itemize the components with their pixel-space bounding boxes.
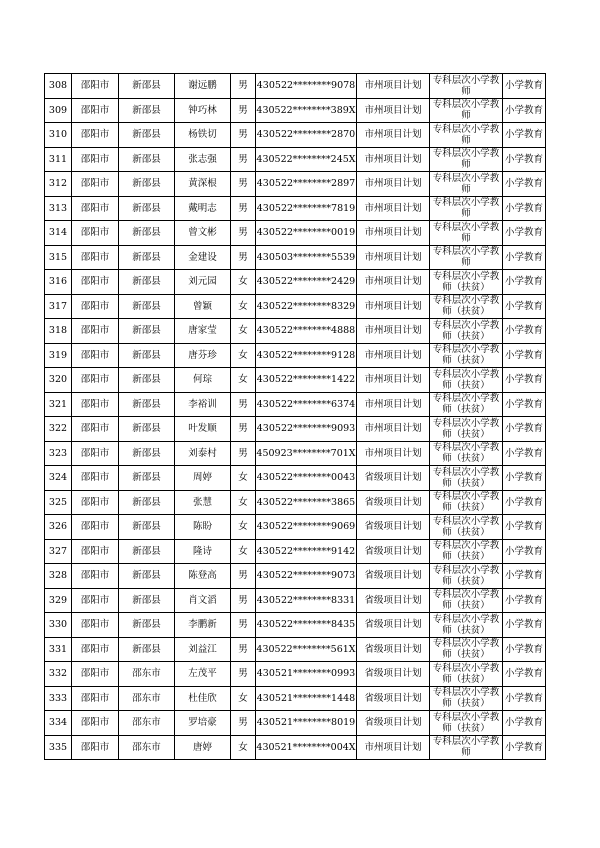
category-cell: 专科层次小学教师（扶贫）	[430, 564, 503, 589]
city-cell: 邵阳市	[72, 466, 119, 491]
name-cell: 叶发顺	[175, 417, 231, 442]
gender-cell: 男	[231, 588, 256, 613]
major-cell: 小学教育	[503, 466, 546, 491]
city-cell: 邵阳市	[72, 490, 119, 515]
gender-cell: 女	[231, 319, 256, 344]
row-number: 317	[45, 294, 72, 319]
gender-cell: 女	[231, 368, 256, 393]
plan-cell: 市州项目计划	[357, 221, 430, 246]
name-cell: 刘益江	[175, 637, 231, 662]
name-cell: 黄深根	[175, 172, 231, 197]
table-row	[45, 539, 546, 564]
name-cell: 陈盼	[175, 515, 231, 540]
row-number: 334	[45, 711, 72, 736]
major-cell: 小学教育	[503, 343, 546, 368]
city-cell: 邵阳市	[72, 417, 119, 442]
gender-cell: 男	[231, 441, 256, 466]
county-cell: 新邵县	[119, 319, 175, 344]
roster-body	[45, 74, 546, 760]
plan-cell: 省级项目计划	[357, 711, 430, 736]
id-number-cell: 430522********9093	[256, 417, 357, 442]
county-cell: 新邵县	[119, 417, 175, 442]
plan-cell: 市州项目计划	[357, 735, 430, 760]
gender-cell: 女	[231, 270, 256, 295]
gender-cell: 男	[231, 172, 256, 197]
city-cell: 邵阳市	[72, 319, 119, 344]
name-cell: 杨铁切	[175, 123, 231, 148]
category-cell: 专科层次小学教师	[430, 74, 503, 99]
table-row	[45, 711, 546, 736]
gender-cell: 男	[231, 123, 256, 148]
city-cell: 邵阳市	[72, 98, 119, 123]
category-cell: 专科层次小学教师（扶贫）	[430, 711, 503, 736]
table-row	[45, 417, 546, 442]
county-cell: 新邵县	[119, 343, 175, 368]
gender-cell: 女	[231, 294, 256, 319]
city-cell: 邵阳市	[72, 245, 119, 270]
id-number-cell: 430522********2429	[256, 270, 357, 295]
category-cell: 专科层次小学教师（扶贫）	[430, 417, 503, 442]
id-number-cell: 430522********8331	[256, 588, 357, 613]
major-cell: 小学教育	[503, 319, 546, 344]
plan-cell: 省级项目计划	[357, 539, 430, 564]
gender-cell: 女	[231, 490, 256, 515]
table-row	[45, 294, 546, 319]
gender-cell: 女	[231, 515, 256, 540]
name-cell: 唐家莹	[175, 319, 231, 344]
county-cell: 新邵县	[119, 613, 175, 638]
category-cell: 专科层次小学教师（扶贫）	[430, 490, 503, 515]
category-cell: 专科层次小学教师	[430, 196, 503, 221]
plan-cell: 市州项目计划	[357, 98, 430, 123]
table-row	[45, 74, 546, 99]
city-cell: 邵阳市	[72, 172, 119, 197]
id-number-cell: 430521********1448	[256, 686, 357, 711]
county-cell: 邵东市	[119, 686, 175, 711]
row-number: 319	[45, 343, 72, 368]
category-cell: 专科层次小学教师	[430, 245, 503, 270]
id-number-cell: 430521********0993	[256, 662, 357, 687]
county-cell: 新邵县	[119, 564, 175, 589]
plan-cell: 市州项目计划	[357, 417, 430, 442]
county-cell: 邵东市	[119, 711, 175, 736]
table-row	[45, 196, 546, 221]
plan-cell: 市州项目计划	[357, 294, 430, 319]
id-number-cell: 430522********9128	[256, 343, 357, 368]
id-number-cell: 450923********701X	[256, 441, 357, 466]
plan-cell: 省级项目计划	[357, 515, 430, 540]
id-number-cell: 430503********5539	[256, 245, 357, 270]
city-cell: 邵阳市	[72, 515, 119, 540]
county-cell: 新邵县	[119, 588, 175, 613]
gender-cell: 男	[231, 711, 256, 736]
plan-cell: 市州项目计划	[357, 196, 430, 221]
category-cell: 专科层次小学教师（扶贫）	[430, 319, 503, 344]
gender-cell: 女	[231, 466, 256, 491]
major-cell: 小学教育	[503, 417, 546, 442]
plan-cell: 市州项目计划	[357, 147, 430, 172]
county-cell: 新邵县	[119, 74, 175, 99]
city-cell: 邵阳市	[72, 221, 119, 246]
county-cell: 新邵县	[119, 490, 175, 515]
table-row	[45, 123, 546, 148]
id-number-cell: 430522********9069	[256, 515, 357, 540]
city-cell: 邵阳市	[72, 147, 119, 172]
name-cell: 陈登高	[175, 564, 231, 589]
category-cell: 专科层次小学教师	[430, 123, 503, 148]
category-cell: 专科层次小学教师（扶贫）	[430, 662, 503, 687]
table-row	[45, 637, 546, 662]
name-cell: 杜佳欣	[175, 686, 231, 711]
county-cell: 新邵县	[119, 245, 175, 270]
name-cell: 戴明志	[175, 196, 231, 221]
category-cell: 专科层次小学教师（扶贫）	[430, 466, 503, 491]
city-cell: 邵阳市	[72, 270, 119, 295]
id-number-cell: 430522********1422	[256, 368, 357, 393]
name-cell: 李鹏新	[175, 613, 231, 638]
name-cell: 曾文彬	[175, 221, 231, 246]
plan-cell: 省级项目计划	[357, 564, 430, 589]
plan-cell: 省级项目计划	[357, 466, 430, 491]
city-cell: 邵阳市	[72, 343, 119, 368]
name-cell: 周婷	[175, 466, 231, 491]
name-cell: 钟巧林	[175, 98, 231, 123]
plan-cell: 市州项目计划	[357, 319, 430, 344]
table-row	[45, 368, 546, 393]
category-cell: 专科层次小学教师（扶贫）	[430, 637, 503, 662]
gender-cell: 男	[231, 637, 256, 662]
name-cell: 金建设	[175, 245, 231, 270]
row-number: 320	[45, 368, 72, 393]
category-cell: 专科层次小学教师	[430, 735, 503, 760]
plan-cell: 省级项目计划	[357, 686, 430, 711]
gender-cell: 男	[231, 564, 256, 589]
gender-cell: 女	[231, 686, 256, 711]
plan-cell: 市州项目计划	[357, 392, 430, 417]
id-number-cell: 430522********9078	[256, 74, 357, 99]
id-number-cell: 430522********7819	[256, 196, 357, 221]
city-cell: 邵阳市	[72, 588, 119, 613]
county-cell: 新邵县	[119, 637, 175, 662]
major-cell: 小学教育	[503, 515, 546, 540]
city-cell: 邵阳市	[72, 196, 119, 221]
plan-cell: 市州项目计划	[357, 270, 430, 295]
row-number: 308	[45, 74, 72, 99]
row-number: 324	[45, 466, 72, 491]
row-number: 331	[45, 637, 72, 662]
gender-cell: 男	[231, 221, 256, 246]
table-row	[45, 98, 546, 123]
table-row	[45, 564, 546, 589]
row-number: 330	[45, 613, 72, 638]
major-cell: 小学教育	[503, 245, 546, 270]
county-cell: 新邵县	[119, 294, 175, 319]
row-number: 314	[45, 221, 72, 246]
table-row	[45, 613, 546, 638]
table-row	[45, 662, 546, 687]
row-number: 318	[45, 319, 72, 344]
row-number: 329	[45, 588, 72, 613]
name-cell: 唐芬珍	[175, 343, 231, 368]
name-cell: 曾颖	[175, 294, 231, 319]
plan-cell: 市州项目计划	[357, 441, 430, 466]
gender-cell: 女	[231, 343, 256, 368]
city-cell: 邵阳市	[72, 637, 119, 662]
city-cell: 邵阳市	[72, 564, 119, 589]
row-number: 309	[45, 98, 72, 123]
id-number-cell: 430522********9142	[256, 539, 357, 564]
category-cell: 专科层次小学教师（扶贫）	[430, 343, 503, 368]
major-cell: 小学教育	[503, 172, 546, 197]
table-row	[45, 270, 546, 295]
table-row	[45, 441, 546, 466]
table-row	[45, 686, 546, 711]
name-cell: 谢远鹏	[175, 74, 231, 99]
plan-cell: 市州项目计划	[357, 172, 430, 197]
category-cell: 专科层次小学教师（扶贫）	[430, 539, 503, 564]
id-number-cell: 430522********4888	[256, 319, 357, 344]
name-cell: 唐婷	[175, 735, 231, 760]
county-cell: 新邵县	[119, 221, 175, 246]
row-number: 323	[45, 441, 72, 466]
gender-cell: 男	[231, 74, 256, 99]
category-cell: 专科层次小学教师（扶贫）	[430, 368, 503, 393]
row-number: 311	[45, 147, 72, 172]
county-cell: 新邵县	[119, 368, 175, 393]
county-cell: 新邵县	[119, 196, 175, 221]
major-cell: 小学教育	[503, 368, 546, 393]
plan-cell: 市州项目计划	[357, 368, 430, 393]
name-cell: 刘泰村	[175, 441, 231, 466]
table-row	[45, 147, 546, 172]
county-cell: 邵东市	[119, 735, 175, 760]
plan-cell: 省级项目计划	[357, 662, 430, 687]
category-cell: 专科层次小学教师（扶贫）	[430, 441, 503, 466]
id-number-cell: 430522********0043	[256, 466, 357, 491]
major-cell: 小学教育	[503, 539, 546, 564]
table-row	[45, 466, 546, 491]
city-cell: 邵阳市	[72, 294, 119, 319]
gender-cell: 男	[231, 196, 256, 221]
category-cell: 专科层次小学教师（扶贫）	[430, 392, 503, 417]
id-number-cell: 430522********9073	[256, 564, 357, 589]
city-cell: 邵阳市	[72, 74, 119, 99]
major-cell: 小学教育	[503, 392, 546, 417]
id-number-cell: 430522********8435	[256, 613, 357, 638]
row-number: 316	[45, 270, 72, 295]
name-cell: 左茂平	[175, 662, 231, 687]
major-cell: 小学教育	[503, 711, 546, 736]
category-cell: 专科层次小学教师	[430, 98, 503, 123]
plan-cell: 市州项目计划	[357, 123, 430, 148]
major-cell: 小学教育	[503, 123, 546, 148]
id-number-cell: 430522********561X	[256, 637, 357, 662]
gender-cell: 男	[231, 613, 256, 638]
table-row	[45, 319, 546, 344]
major-cell: 小学教育	[503, 270, 546, 295]
table-row	[45, 735, 546, 760]
row-number: 325	[45, 490, 72, 515]
category-cell: 专科层次小学教师（扶贫）	[430, 613, 503, 638]
gender-cell: 男	[231, 147, 256, 172]
gender-cell: 男	[231, 245, 256, 270]
city-cell: 邵阳市	[72, 441, 119, 466]
county-cell: 新邵县	[119, 441, 175, 466]
table-row	[45, 221, 546, 246]
major-cell: 小学教育	[503, 196, 546, 221]
name-cell: 张慧	[175, 490, 231, 515]
id-number-cell: 430522********3865	[256, 490, 357, 515]
gender-cell: 男	[231, 98, 256, 123]
name-cell: 刘元园	[175, 270, 231, 295]
table-row	[45, 172, 546, 197]
city-cell: 邵阳市	[72, 735, 119, 760]
category-cell: 专科层次小学教师（扶贫）	[430, 515, 503, 540]
major-cell: 小学教育	[503, 98, 546, 123]
major-cell: 小学教育	[503, 637, 546, 662]
category-cell: 专科层次小学教师（扶贫）	[430, 686, 503, 711]
city-cell: 邵阳市	[72, 686, 119, 711]
id-number-cell: 430522********6374	[256, 392, 357, 417]
county-cell: 新邵县	[119, 392, 175, 417]
county-cell: 新邵县	[119, 466, 175, 491]
major-cell: 小学教育	[503, 564, 546, 589]
city-cell: 邵阳市	[72, 539, 119, 564]
name-cell: 隆诗	[175, 539, 231, 564]
name-cell: 李裕训	[175, 392, 231, 417]
county-cell: 新邵县	[119, 515, 175, 540]
id-number-cell: 430522********0019	[256, 221, 357, 246]
plan-cell: 市州项目计划	[357, 245, 430, 270]
city-cell: 邵阳市	[72, 392, 119, 417]
major-cell: 小学教育	[503, 686, 546, 711]
gender-cell: 男	[231, 662, 256, 687]
major-cell: 小学教育	[503, 74, 546, 99]
row-number: 326	[45, 515, 72, 540]
name-cell: 张志强	[175, 147, 231, 172]
gender-cell: 男	[231, 392, 256, 417]
county-cell: 邵东市	[119, 662, 175, 687]
county-cell: 新邵县	[119, 539, 175, 564]
county-cell: 新邵县	[119, 172, 175, 197]
county-cell: 新邵县	[119, 270, 175, 295]
plan-cell: 市州项目计划	[357, 343, 430, 368]
category-cell: 专科层次小学教师（扶贫）	[430, 270, 503, 295]
id-number-cell: 430521********8019	[256, 711, 357, 736]
major-cell: 小学教育	[503, 147, 546, 172]
major-cell: 小学教育	[503, 294, 546, 319]
row-number: 328	[45, 564, 72, 589]
name-cell: 罗培豪	[175, 711, 231, 736]
name-cell: 何琮	[175, 368, 231, 393]
major-cell: 小学教育	[503, 441, 546, 466]
table-row	[45, 515, 546, 540]
category-cell: 专科层次小学教师（扶贫）	[430, 588, 503, 613]
city-cell: 邵阳市	[72, 613, 119, 638]
name-cell: 肖文滔	[175, 588, 231, 613]
city-cell: 邵阳市	[72, 711, 119, 736]
table-row	[45, 392, 546, 417]
county-cell: 新邵县	[119, 123, 175, 148]
row-number: 327	[45, 539, 72, 564]
major-cell: 小学教育	[503, 662, 546, 687]
id-number-cell: 430521********004X	[256, 735, 357, 760]
gender-cell: 女	[231, 539, 256, 564]
category-cell: 专科层次小学教师	[430, 221, 503, 246]
major-cell: 小学教育	[503, 490, 546, 515]
id-number-cell: 430522********8329	[256, 294, 357, 319]
id-number-cell: 430522********2870	[256, 123, 357, 148]
major-cell: 小学教育	[503, 221, 546, 246]
category-cell: 专科层次小学教师	[430, 172, 503, 197]
roster-table	[44, 73, 546, 760]
table-row	[45, 490, 546, 515]
city-cell: 邵阳市	[72, 662, 119, 687]
gender-cell: 男	[231, 417, 256, 442]
row-number: 335	[45, 735, 72, 760]
plan-cell: 省级项目计划	[357, 588, 430, 613]
table-row	[45, 245, 546, 270]
row-number: 312	[45, 172, 72, 197]
row-number: 321	[45, 392, 72, 417]
id-number-cell: 430522********245X	[256, 147, 357, 172]
category-cell: 专科层次小学教师	[430, 147, 503, 172]
county-cell: 新邵县	[119, 147, 175, 172]
category-cell: 专科层次小学教师（扶贫）	[430, 294, 503, 319]
city-cell: 邵阳市	[72, 368, 119, 393]
table-row	[45, 343, 546, 368]
row-number: 322	[45, 417, 72, 442]
row-number: 313	[45, 196, 72, 221]
plan-cell: 省级项目计划	[357, 613, 430, 638]
county-cell: 新邵县	[119, 98, 175, 123]
city-cell: 邵阳市	[72, 123, 119, 148]
gender-cell: 女	[231, 735, 256, 760]
major-cell: 小学教育	[503, 613, 546, 638]
id-number-cell: 430522********389X	[256, 98, 357, 123]
major-cell: 小学教育	[503, 735, 546, 760]
row-number: 315	[45, 245, 72, 270]
plan-cell: 市州项目计划	[357, 74, 430, 99]
table-row	[45, 588, 546, 613]
row-number: 310	[45, 123, 72, 148]
row-number: 333	[45, 686, 72, 711]
id-number-cell: 430522********2897	[256, 172, 357, 197]
plan-cell: 省级项目计划	[357, 637, 430, 662]
plan-cell: 省级项目计划	[357, 490, 430, 515]
major-cell: 小学教育	[503, 588, 546, 613]
row-number: 332	[45, 662, 72, 687]
